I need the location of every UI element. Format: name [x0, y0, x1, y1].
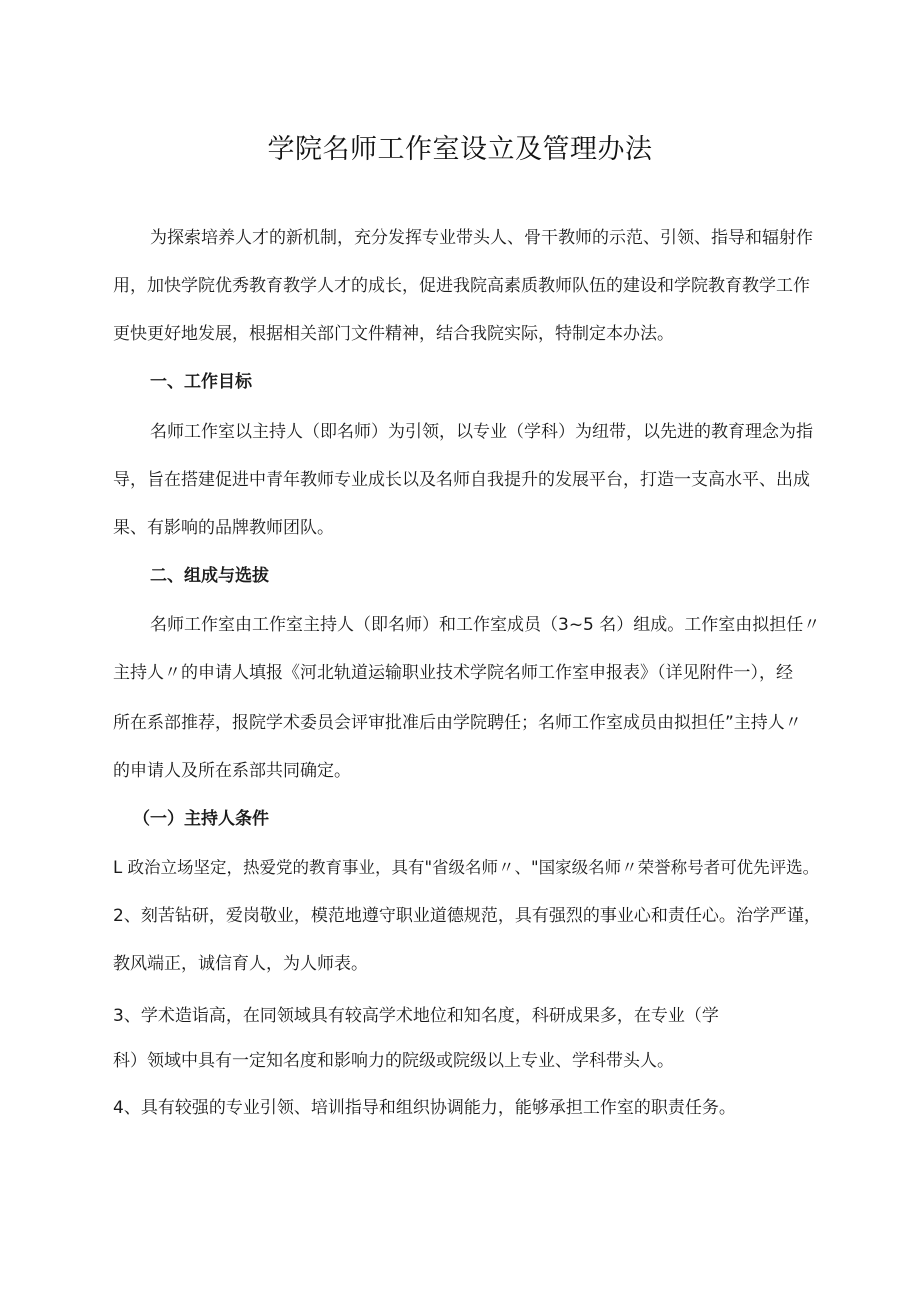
condition-item-4: 4、具有较强的专业引领、培训指导和组织协调能力，能够承担工作室的职责任务。	[113, 1098, 736, 1118]
intro-line-2: 用，加快学院优秀教育教学人才的成长，促进我院高素质教师队伍的建设和学院教育教学工作	[113, 276, 810, 296]
condition-item-2-cont: 教风端正，诚信育人，为人师表。	[113, 954, 368, 974]
condition-item-3: 3、学术造诣高，在同领域具有较高学术地位和知名度，科研成果多，在专业（学	[113, 1006, 719, 1026]
section-2-line-4: 的申请人及所在系部共同确定。	[113, 761, 351, 781]
subsection-1-heading: （一）主持人条件	[133, 809, 269, 829]
section-2-heading: 二、组成与选拔	[150, 566, 269, 586]
section-2-line-1: 名师工作室由工作室主持人（即名师）和工作室成员（3~5 名）组成。工作室由拟担任〃	[150, 615, 821, 635]
condition-item-2: 2、刻苦钻研，爱岗敬业，模范地遵守职业道德规范，具有强烈的事业心和责任心。治学严谨，	[113, 906, 821, 926]
section-2-line-2: 主持人〃的申请人填报《河北轨道运输职业技术学院名师工作室申报表》（详见附件一），经	[113, 663, 793, 683]
section-1-line-2: 导，旨在搭建促进中青年教师专业成长以及名师自我提升的发展平台，打造一支高水平、出成	[113, 470, 810, 490]
intro-line-3: 更快更好地发展，根据相关部门文件精神，结合我院实际，特制定本办法。	[113, 324, 674, 344]
intro-line-1: 为探索培养人才的新机制，充分发挥专业带头人、骨干教师的示范、引领、指导和辐射作	[150, 228, 813, 248]
section-2-line-3: 所在系部推荐，报院学术委员会评审批准后由学院聘任；名师工作室成员由拟担任”主持人〃	[113, 713, 802, 733]
document-title: 学院名师工作室设立及管理办法	[267, 134, 653, 165]
condition-item-3-cont: 科）领域中具有一定知名度和影响力的院级或院级以上专业、学科带头人。	[113, 1051, 674, 1071]
section-1-heading: 一、工作目标	[150, 372, 252, 392]
condition-item-1: L 政治立场坚定，热爱党的教育事业，具有"省级名师〃、"国家级名师〃荣誉称号者可优先评选。	[113, 858, 820, 877]
section-1-line-3: 果、有影响的品牌教师团队。	[113, 518, 334, 538]
section-1-line-1: 名师工作室以主持人（即名师）为引领，以专业（学科）为纽带，以先进的教育理念为指	[150, 422, 813, 442]
